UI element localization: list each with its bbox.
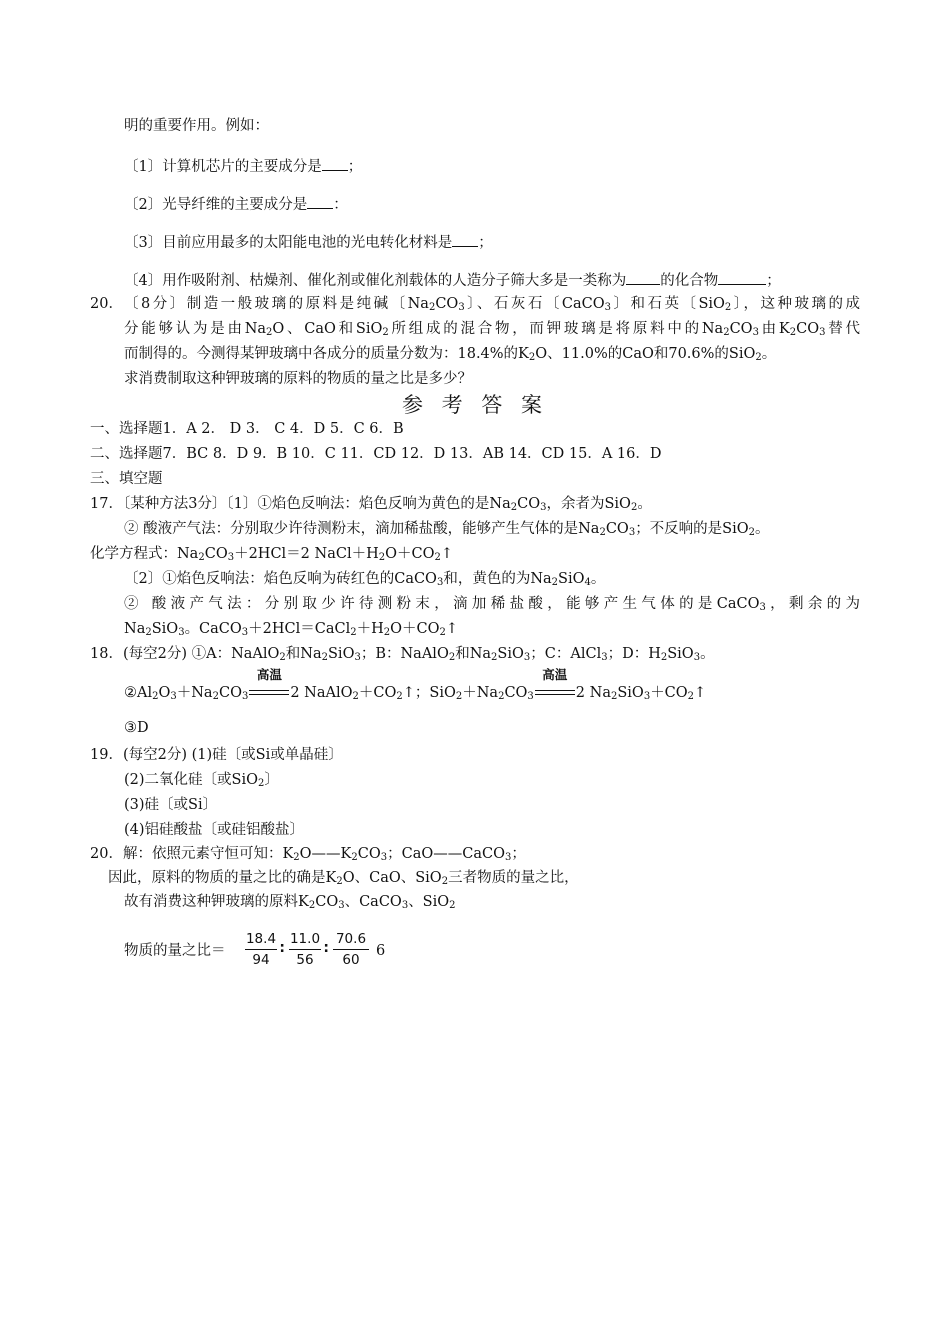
- fraction-1: [245, 931, 277, 968]
- text: 〕，这种玻璃的成: [731, 296, 860, 312]
- answer-heading: 参 考 答 案: [401, 393, 549, 417]
- text: ↑: [694, 685, 707, 701]
- answers-section-1: 一、选择题1．A 2． D 3． C 4．D 5．C 6．B: [90, 421, 404, 437]
- q19-item-1-end: ；: [347, 159, 363, 175]
- text: SiO: [328, 646, 355, 662]
- text: O——K: [299, 846, 352, 862]
- text: 2 NaAlO: [290, 685, 353, 701]
- answer-17-line-4: 〔2〕①焰色反响法：焰色反响为砖红色的CaCO$_3$和，黄色的为$Na_2SiO_4$。: [124, 571, 606, 588]
- answer-18-line-1: 18．(每空2分) ①A：NaAlO$_2$和$Na_2SiO_3$；B：NaAlO$_2$和$Na_2SiO_3$；C：AlCl$_3$；D：$H_2SiO_3$。: [90, 646, 715, 663]
- text: 2 Na: [575, 685, 611, 701]
- fraction-denominator: 94: [252, 952, 270, 968]
- q19-item-2-end: ：: [333, 197, 348, 213]
- text: ；C：AlCl: [530, 646, 602, 662]
- answer-17-line-1: 17．〔某种方法3分〕〔1〕①焰色反响法：焰色反响为黄色的是$Na_2CO_3$，余者为SiO$_2$。: [90, 496, 652, 513]
- q19-item-4-mid: 的化合物: [660, 273, 719, 289]
- text: 18．(每空2分) ①A：NaAlO: [90, 646, 280, 662]
- answer-blank[interactable]: [718, 270, 766, 285]
- answer-17-line-3: 化学方程式：$Na_2CO_3+2HCl=2$ $NaCl+H_2O+CO_2↑$: [90, 546, 454, 563]
- text: CO: [796, 321, 820, 337]
- text: SiO: [617, 685, 644, 701]
- answer-19-line-4: (4)铝硅酸盐〔或硅铝酸盐〕: [124, 822, 305, 838]
- q19-item-3-end: ；: [478, 235, 493, 251]
- text: 。: [590, 571, 606, 587]
- q20-line-2: 分能够认为是由$Na_2O$、CaO和SiO$_2$所组成的混合物，而钾玻璃是将原料中的$Na_2CO_3$由$K_2CO_3$替代: [124, 321, 860, 338]
- text: O、11.0%的CaO和70.6%的SiO: [535, 346, 756, 362]
- fraction-denominator: 56: [296, 952, 314, 968]
- text: 。: [637, 496, 652, 512]
- text: SiO: [667, 646, 694, 662]
- text: ＋H: [356, 621, 384, 637]
- text: SiO: [558, 571, 585, 587]
- text: ② 酸液产气法：分别取少许待测粉末，滴加稀盐酸，能够产生气体的是CaCO: [124, 596, 760, 612]
- text: 17．〔某种方法3分〕〔1〕①焰色反响法：焰色反响为黄色的是Na: [90, 496, 511, 512]
- text: CO: [435, 296, 459, 312]
- q19-item-1: [124, 156, 362, 176]
- text: (2)二氧化硅〔或SiO: [124, 772, 258, 788]
- q19-item-3: [124, 232, 493, 252]
- q19-item-4: [124, 270, 781, 290]
- ratio-colon: ∶: [324, 941, 329, 957]
- text: CO: [357, 846, 381, 862]
- ratio-tail: 6: [376, 943, 386, 959]
- text: O、CaO和SiO: [272, 321, 383, 337]
- fraction-numerator: 70.6: [335, 931, 367, 947]
- q19-intro: 明的重要作用。例如：: [124, 118, 269, 134]
- q20-line-1: 〔8分〕制造一般玻璃的原料是纯碱〔$Na_2CO_3$〕、石灰石〔CaCO$_3$〕和石英〔SiO$_2$〕，这种玻璃的成: [124, 296, 860, 313]
- q20-number: 20．: [90, 296, 123, 312]
- text: 〔2〕①焰色反响法：焰色反响为砖红色的CaCO: [124, 571, 437, 587]
- text: ；CaO——CaCO: [387, 846, 505, 862]
- answer-19-line-1: 19．(每空2分) (1)硅〔或Si或单晶硅〕: [90, 747, 343, 763]
- text: ；不反响的是SiO: [635, 521, 749, 537]
- answer-17-line-5: ② 酸液产气法：分别取少许待测粉末，滴加稀盐酸，能够产生气体的是CaCO$_3$，剩余的为: [124, 596, 861, 613]
- high-temperature-equals-sign: [535, 667, 575, 702]
- text: 三者物质的量之比，: [448, 870, 579, 886]
- q20-line-3: 而制得的。今测得某钾玻璃中各成分的质量分数为：18.4%的$K_2O$、11.0%的CaO和70.6%的SiO$_2$。: [124, 346, 777, 363]
- high-temperature-equals-sign: [249, 667, 289, 702]
- text: ＋2HCl＝CaCl: [248, 621, 351, 637]
- text: ↑: [440, 546, 454, 562]
- reaction-condition-label: 高温: [256, 667, 282, 682]
- text: 和Na: [455, 646, 492, 662]
- text: CO: [315, 894, 339, 910]
- answer-blank[interactable]: [452, 232, 478, 247]
- text: ＋Na: [176, 685, 213, 701]
- text: 、CaCO: [344, 894, 402, 910]
- text: ↑；SiO: [402, 685, 456, 701]
- text: CO: [605, 521, 629, 537]
- text: CO: [218, 685, 242, 701]
- answer-20-line-3: 故有消费这种钾玻璃的原料$K_2CO_3$、CaCO$_3$、SiO$_2$: [124, 894, 456, 911]
- text: 和Na: [285, 646, 322, 662]
- text: 〕和石英〔SiO: [611, 296, 725, 312]
- text: SiO: [497, 646, 524, 662]
- text: 分能够认为是由Na: [124, 321, 267, 337]
- fraction-numerator: 18.4: [245, 931, 277, 947]
- text: 。CaCO: [184, 621, 242, 637]
- text: ＋Na: [462, 685, 499, 701]
- answer-19-line-2: (2)二氧化硅〔或SiO$_2$〕: [124, 772, 279, 789]
- text: 。: [761, 346, 777, 362]
- text: 〕、石灰石〔CaCO: [464, 296, 605, 312]
- answers-section-3: 三、填空题: [90, 471, 163, 487]
- text: O＋CO: [385, 546, 435, 562]
- answers-section-2: 二、选择题7．BC 8．D 9．B 10．C 11．CD 12．D 13．AB 14．CD 15．A 16．D: [90, 446, 662, 462]
- text: 、SiO: [408, 894, 450, 910]
- text: ，剩余的为: [765, 596, 861, 612]
- text: ；D：H: [607, 646, 661, 662]
- answer-19-line-3: (3)硅〔或Si〕: [124, 797, 218, 813]
- answer-20-line-1: 20．解：依照元素守恒可知：$K_2O——K_2CO_3$；CaO——CaCO$_3$；: [90, 846, 526, 863]
- answer-17-line-2: ② 酸液产气法：分别取少许待测粉末，滴加稀盐酸，能够产生气体的是$Na_2CO_3$；不反响的是SiO$_2$。: [124, 521, 770, 538]
- fraction-numerator: 11.0: [289, 931, 321, 947]
- fraction-2: [289, 931, 321, 968]
- text: ，余者为SiO: [546, 496, 631, 512]
- text: 而制得的。今测得某钾玻璃中各成分的质量分数为：18.4%的K: [124, 346, 529, 362]
- text: 因此，原料的物质的量之比的确是K: [108, 870, 337, 886]
- text: 。: [700, 646, 715, 662]
- answer-18-line-3: ③D: [124, 720, 149, 736]
- q20-line-4: 求消费制取这种钾玻璃的原料的物质的量之比是多少？: [124, 371, 472, 387]
- q19-item-2-text: 〔2〕光导纤维的主要成分是: [124, 197, 308, 213]
- text: ＋CO: [358, 685, 397, 701]
- text: CO: [729, 321, 753, 337]
- reaction-condition-label: 高温: [542, 667, 568, 682]
- text: ↑: [445, 621, 459, 637]
- q19-item-2: [124, 194, 348, 214]
- text: 20．解：依照元素守恒可知：K: [90, 846, 294, 862]
- text: 由K: [758, 321, 790, 337]
- text: CO: [204, 546, 228, 562]
- text: SiO: [151, 621, 179, 637]
- text: 替代: [825, 321, 860, 337]
- text: ；: [511, 846, 526, 862]
- text: O＋CO: [390, 621, 440, 637]
- fraction-denominator: 60: [342, 952, 360, 968]
- q19-item-4-end: ；: [766, 273, 781, 289]
- text: 。: [755, 521, 770, 537]
- answer-blank[interactable]: [626, 270, 660, 285]
- q19-item-3-text: 〔3〕目前应用最多的太阳能电池的光电转化材料是: [124, 235, 453, 251]
- answer-blank[interactable]: [322, 156, 348, 171]
- text: 化学方程式：Na: [90, 546, 199, 562]
- text: ② 酸液产气法：分别取少许待测粉末，滴加稀盐酸，能够产生气体的是Na: [124, 521, 600, 537]
- text: ＋2HCl＝2 NaCl＋H: [234, 546, 379, 562]
- text: ；B：NaAlO: [360, 646, 449, 662]
- text: 和，黄色的为Na: [443, 571, 552, 587]
- text: O、CaO、SiO: [342, 870, 442, 886]
- q19-item-4-text: 〔4〕用作吸附剂、枯燥剂、催化剂或催化剂载体的人造分子筛大多是一类称为: [124, 273, 627, 289]
- text: 〕: [264, 772, 279, 788]
- text: O: [158, 685, 171, 701]
- text: ＋CO: [650, 685, 688, 701]
- text: 〔8分〕制造一般玻璃的原料是纯碱〔Na: [124, 296, 429, 312]
- answer-17-line-6: $Na_2SiO_3$。$CaCO_3+2HCl=CaCl_2+H_2O+CO_2↑$: [124, 621, 459, 638]
- text: 所组成的混合物，而钾玻璃是将原料中的Na: [388, 321, 724, 337]
- ratio-label: 物质的量之比＝: [124, 943, 226, 959]
- text: CO: [504, 685, 528, 701]
- text: ②Al: [124, 685, 153, 701]
- answer-18-line-2: $②Al_2O_3+Na_2CO_3$ 高温 2 $NaAlO_2+CO_2↑$；$SiO_2+Na_2CO_3$ 高温 2 $Na_2SiO_3+CO_2↑$: [124, 667, 707, 702]
- text: Na: [124, 621, 146, 637]
- answer-blank[interactable]: [307, 194, 333, 209]
- text: CO: [517, 496, 541, 512]
- fraction-3: [333, 931, 369, 968]
- text: 故有消费这种钾玻璃的原料K: [124, 894, 309, 910]
- ratio-colon: ∶: [280, 941, 285, 957]
- q19-item-1-text: 〔1〕计算机芯片的主要成分是: [124, 159, 322, 175]
- answer-20-line-2: 因此，原料的物质的量之比的确是$K_2O$、CaO、SiO$_2$三者物质的量之比，: [108, 870, 579, 887]
